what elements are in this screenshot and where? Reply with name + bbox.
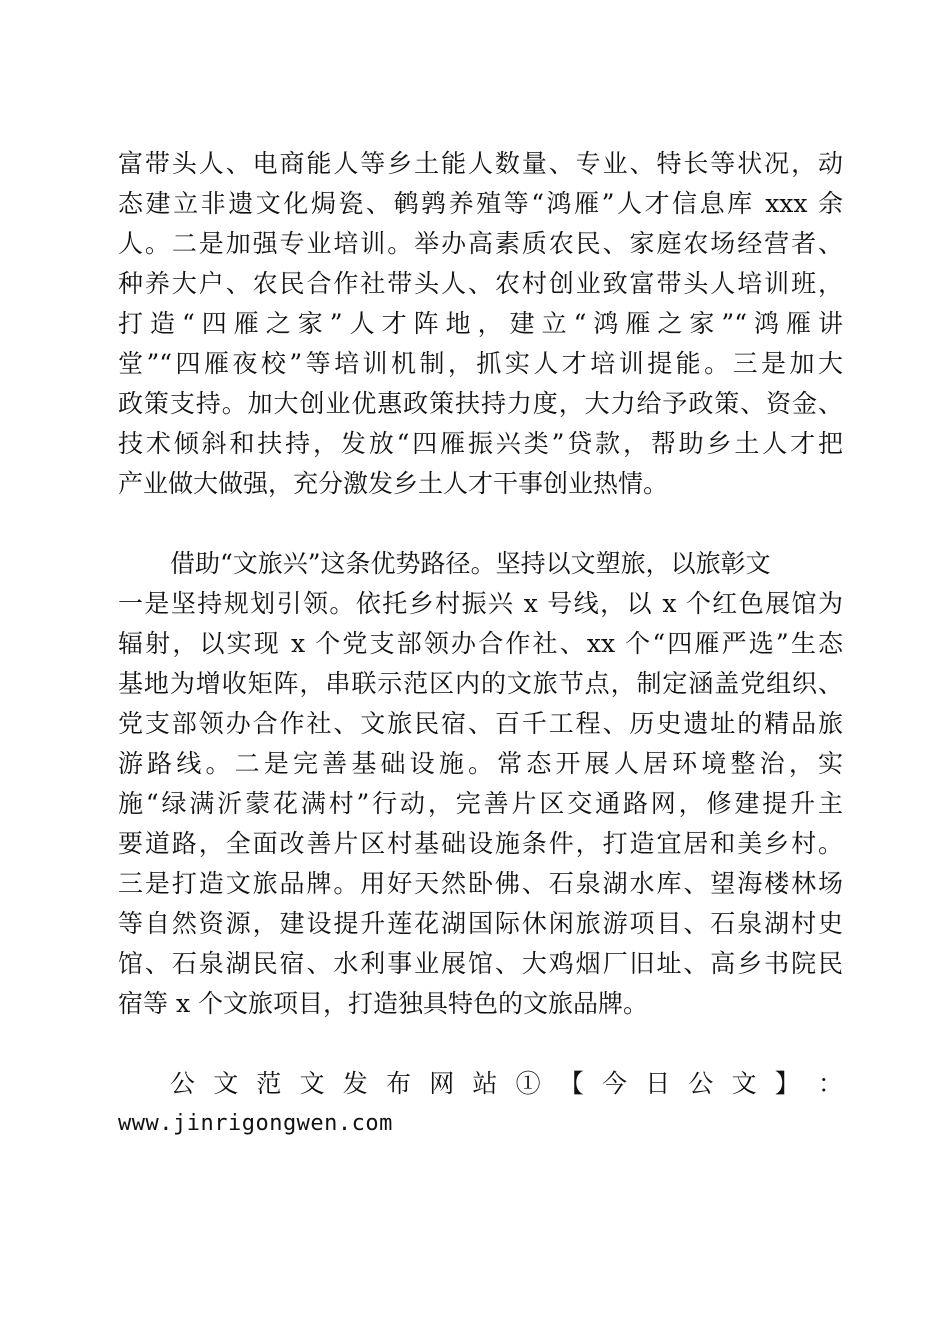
- paragraph-1-line-5: 打造“四雁之家”人才阵地，建立“鸿雁之家”“鸿雁讲: [118, 309, 843, 338]
- footer-url[interactable]: www.jinrigongwen.com: [118, 1111, 393, 1136]
- paragraph-2-line-9: 三是打造文旅品牌。用好天然卧佛、石泉湖水库、望海楼林场: [118, 869, 843, 898]
- paragraph-2-line-7: 施“绿满沂蒙花满村”行动，完善片区交通路网，修建提升主: [118, 789, 843, 818]
- paragraph-2-line-8: 要道路，全面改善片区村基础设施条件，打造宜居和美乡村。: [118, 829, 843, 858]
- paragraph-2-line-11: 馆、石泉湖民宿、水利事业展馆、大鸡烟厂旧址、高乡书院民: [118, 949, 843, 978]
- footer-site-label: 公 文 范 文 发 布 网 站 ① 【 今 日 公 文 】 ：: [170, 1069, 843, 1098]
- paragraph-2-line-12: 宿等 x 个文旅项目，打造独具特色的文旅品牌。: [118, 989, 648, 1018]
- paragraph-2-line-1: 借助“文旅兴”这条优势路径。坚持以文塑旅，以旅彰文: [170, 549, 771, 578]
- paragraph-1-line-8: 技术倾斜和扶持，发放“四雁振兴类”贷款，帮助乡土人才把: [118, 429, 843, 458]
- paragraph-2-line-2: 一是坚持规划引领。依托乡村振兴 x 号线，以 x 个红色展馆为: [118, 589, 843, 618]
- paragraph-1-line-2: 态建立非遗文化焗瓷、鹌鹑养殖等“鸿雁”人才信息库 xxx 余: [118, 189, 843, 218]
- paragraph-1-line-7: 政策支持。加大创业优惠政策扶持力度，大力给予政策、资金、: [118, 389, 843, 418]
- paragraph-2-line-10: 等自然资源，建设提升莲花湖国际休闲旅游项目、石泉湖村史: [118, 909, 843, 938]
- paragraph-2-line-6: 游路线。二是完善基础设施。常态开展人居环境整治，实: [118, 749, 843, 778]
- paragraph-1-line-6: 堂”“四雁夜校”等培训机制，抓实人才培训提能。三是加大: [118, 349, 843, 378]
- paragraph-1-line-4: 种养大户、农民合作社带头人、农村创业致富带头人培训班，: [118, 269, 843, 298]
- paragraph-2-line-5: 党支部领办合作社、文旅民宿、百千工程、历史遗址的精品旅: [118, 709, 843, 738]
- paragraph-2-line-3: 辐射，以实现 x 个党支部领办合作社、xx 个“四雁严选”生态: [118, 629, 843, 658]
- paragraph-1-line-3: 人。二是加强专业培训。举办高素质农民、家庭农场经营者、: [118, 229, 843, 258]
- paragraph-2-line-4: 基地为增收矩阵，串联示范区内的文旅节点，制定涵盖党组织、: [118, 669, 843, 698]
- paragraph-1-line-1: 富带头人、电商能人等乡土能人数量、专业、特长等状况，动: [118, 149, 843, 178]
- paragraph-1-line-9: 产业做大做强，充分激发乡土人才干事创业热情。: [118, 469, 669, 498]
